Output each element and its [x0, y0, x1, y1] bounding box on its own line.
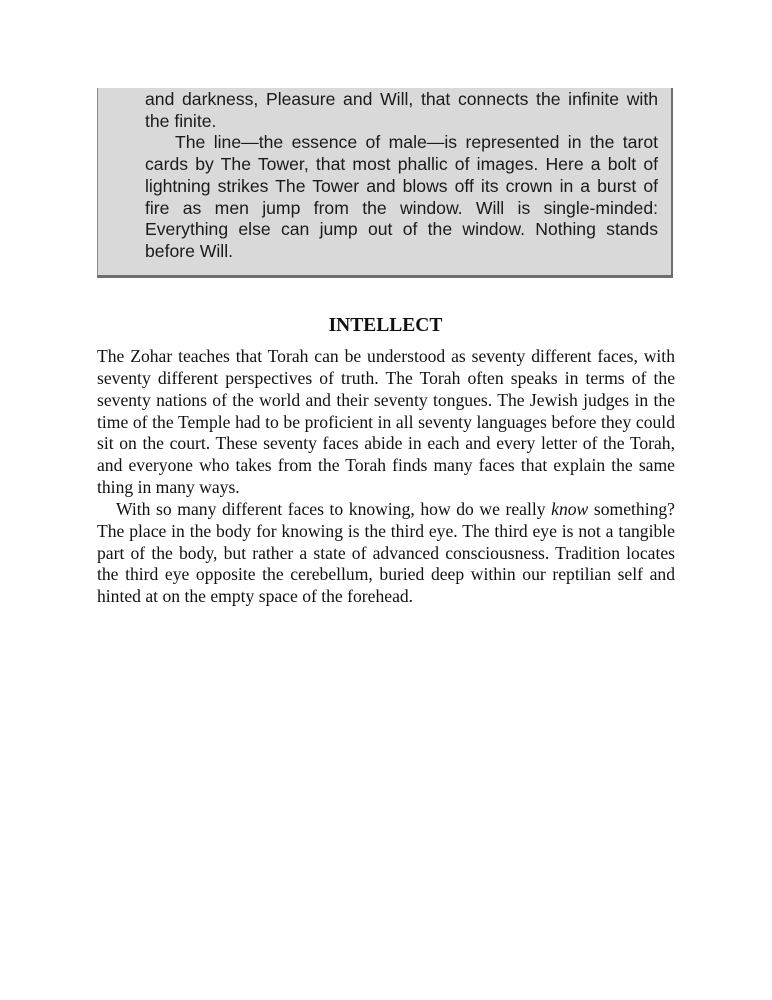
- body-paragraph: [97, 499, 675, 608]
- body-text-run: something? The place in the body for knowing is the third eye. The third eye is not a tangible part of the body, but rather a state of advanced consciousness. Tradition locates the third eye opposite the cerebellum, buried deep within our reptilian self and hinted at on the empty space of the forehead.: [97, 498, 675, 607]
- sidebar-paragraph: and darkness, Pleasure and Will, that connects the infinite with the finite.: [145, 89, 658, 131]
- sidebar-paragraph: The line—the essence of male—is represented in the tarot cards by The Tower, that most phallic of images. Here a bolt of lightning strikes The Tower and blows off its crown in a burst of fire as men jump from the window. Will is single-minded: Everything else can jump out of the window. Nothing stands before Will.: [145, 132, 658, 261]
- body-paragraph: The Zohar teaches that Torah can be understood as seventy different faces, with seventy different perspectives of truth. The Torah often speaks in terms of the seventy nations of the world and their seventy tongues. The Jewish judges in the time of the Temple had to be proficient in all seventy languages before they could sit on the court. These seventy faces abide in each and every letter of the Torah, and everyone who takes from the Torah finds many faces that explain the same thing in many ways.: [97, 346, 675, 498]
- body-text-run: With so many different faces to knowing, how do we really: [116, 498, 552, 519]
- body-text: [97, 346, 675, 608]
- sidebar-box: [97, 88, 673, 278]
- section-heading: INTELLECT: [328, 315, 443, 336]
- emphasis-text: know: [551, 498, 589, 519]
